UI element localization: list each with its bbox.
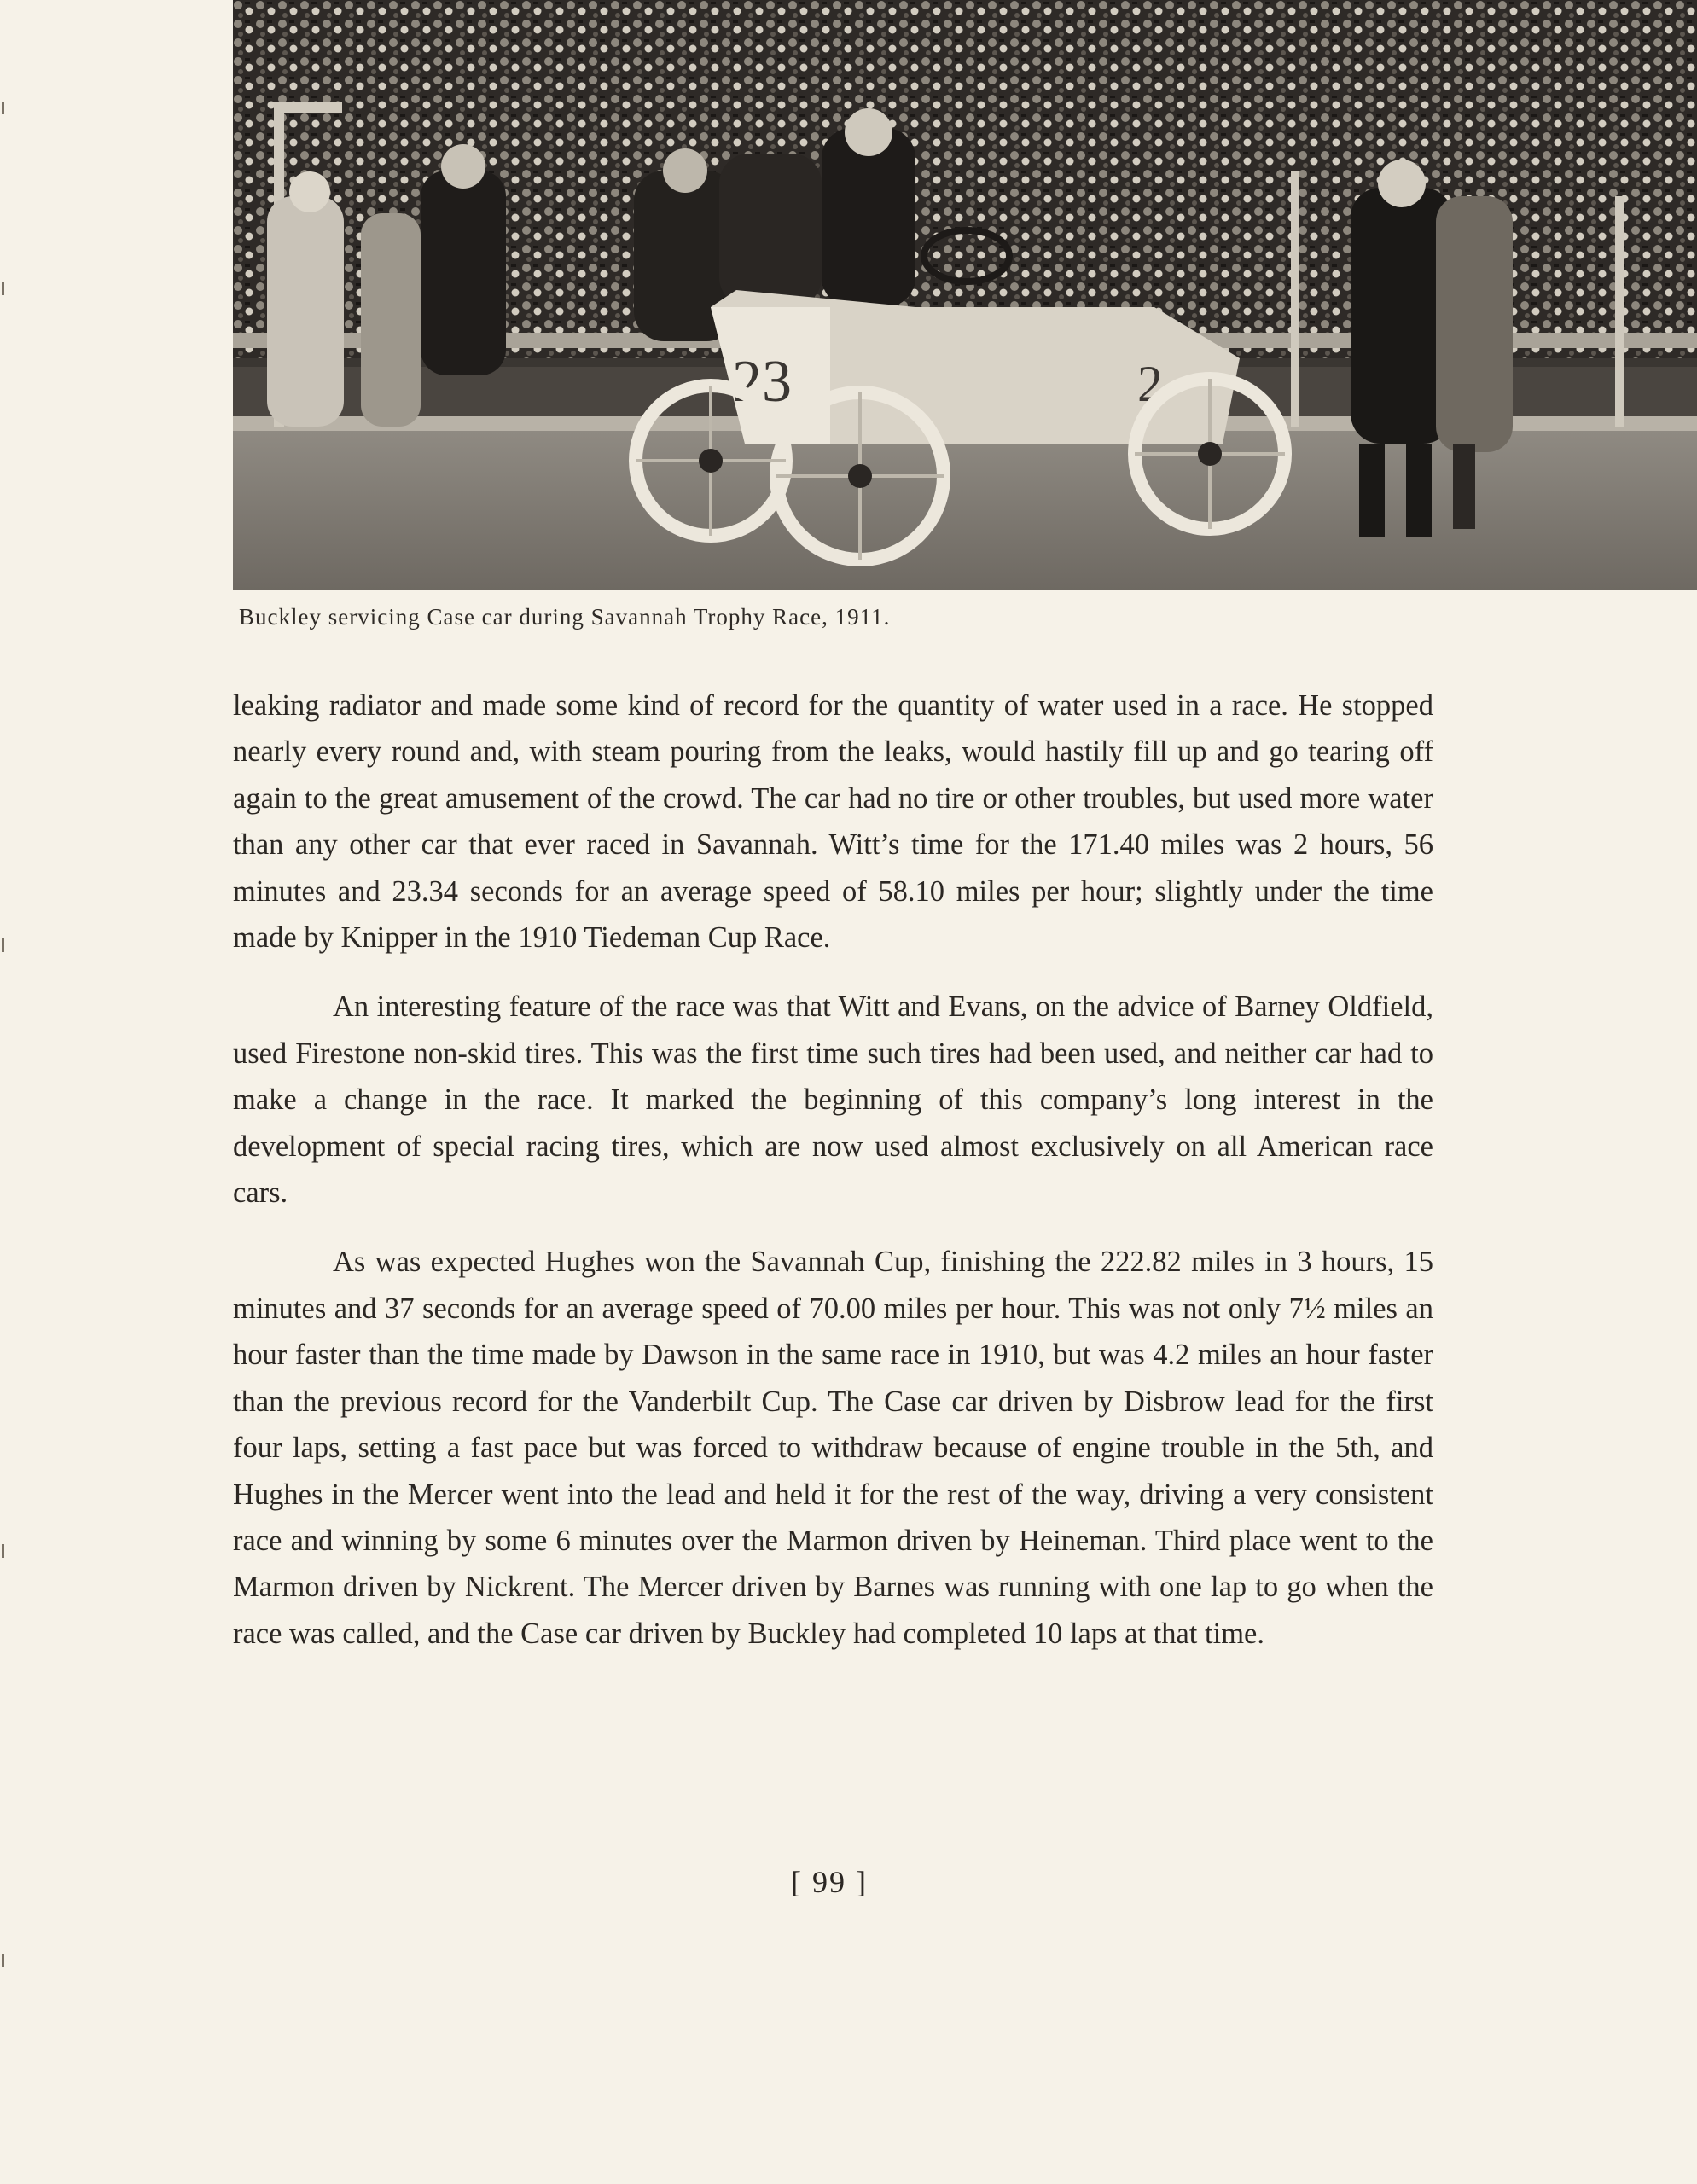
margin-mark (2, 102, 4, 114)
margin-mark (2, 1954, 4, 1967)
margin-mark (2, 938, 4, 952)
paragraph: As was expected Hughes won the Savannah Cup, finishing the 222.82 miles in 3 hours, 15 minutes and 37 seconds for an average speed of 70.00 miles per hour. This was not only 7½ miles an hour faster than the time made by Dawson in the same race in 1910, but was 4.2 miles an hour faster than the previous record for the Vanderbilt Cup. The Case car driven by Disbrow lead for the first four laps, setting a fast pace but was forced to withdraw because of engine trouble in the 5th, and Hughes in the Mercer went into the lead and held it for the rest of the way, driving a very consistent race and winning by some 6 minutes over the Marmon driven by Heineman. Third place went to the Marmon driven by Nickrent. The Mercer driven by Barnes was running with one lap to go when the race was called, and the Case car driven by Buckley had completed 10 laps at that time. (233, 1246, 1433, 1650)
margin-mark (2, 1544, 4, 1558)
page-number: [ 99 ] (791, 1865, 868, 1899)
svg-text:2: 2 (1137, 356, 1163, 412)
photo-caption: Buckley servicing Case car during Savannah Trophy Race, 1911. (239, 604, 891, 630)
paragraph: leaking radiator and made some kind of record for the quantity of water used in a race. He stopped nearly every round and, with steam pouring from the leaks, would hastily fill up and go tearing off again to the great amusement of the crowd. The car had no tire or other troubles, but used more water than any other car that ever raced in Savannah. Witt’s time for the 171.40 miles was 2 hours, 56 minutes and 23.34 seconds for an average speed of 58.10 miles per hour; slightly under the time made by Knipper in the 1910 Tiedeman Cup Race. (233, 689, 1433, 955)
svg-text:23: 23 (732, 349, 792, 415)
race-photo (233, 0, 1697, 590)
paragraph: An interesting feature of the race was that Witt and Evans, on the advice of Barney Oldfield, used Firestone non-skid tires. This was the first time such tires had been used, and neither car had to make a change in the race. It marked the beginning of this company’s long interest in the development of special racing tires, which are now used almost exclusively on all American race cars. (233, 990, 1433, 1210)
margin-mark (2, 282, 4, 295)
body-text (233, 682, 1433, 1680)
